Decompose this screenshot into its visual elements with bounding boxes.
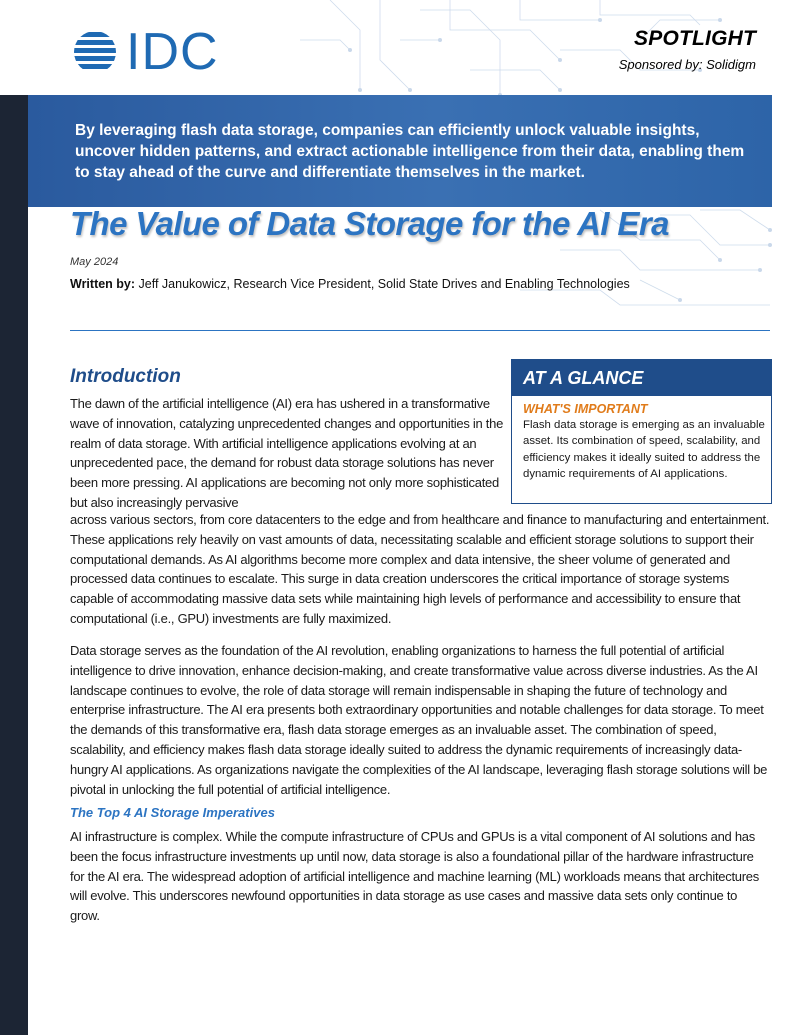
divider-rule xyxy=(70,330,770,331)
imperatives-paragraph-1: AI infrastructure is complex. While the compute infrastructure of CPUs and GPUs is a vital component of AI solutions and has been the focus infrastructure investments up until now, data storage is also a foundational pillar of the hardware infrastructure for the AI era. The widespread adoption of artificial intelligence and machine learning (ML) workloads means that architectures will evolve. This underscores newfound opportunities in data storage as use cases and massive data sets only continue to grow. xyxy=(70,829,759,924)
glance-subtitle: WHAT'S IMPORTANT xyxy=(523,402,648,416)
intro-paragraph-1-wrapped: The dawn of the artificial intelligence (AI) era has ushered in a transformative wave of innovation, catalyzing unprecedented changes and opportunities in the realm of data storage. With artificial intelligence applications evolving at an unprecedented pace, the demand for robust data storage solutions has never been more pressing. AI applications are becoming not only more sophisticated but also increasingly pervasive xyxy=(70,396,504,510)
left-accent-strip xyxy=(0,95,28,1035)
glance-title: AT A GLANCE xyxy=(512,360,771,396)
sponsor-label: Sponsored by: Solidigm xyxy=(618,57,756,72)
spotlight-label: SPOTLIGHT xyxy=(634,27,756,50)
introduction-heading: Introduction xyxy=(70,366,181,387)
logo-wordmark: IDC xyxy=(126,23,219,81)
author-name: Jeff Janukowicz, Research Vice President, Solid State Drives and Enabling Technologies xyxy=(138,277,630,291)
written-by-label: Written by: xyxy=(70,277,136,291)
document-title: The Value of Data Storage for the AI Era xyxy=(70,205,669,242)
document-date: May 2024 xyxy=(70,256,119,268)
banner-text: By leveraging flash data storage, companies can efficiently unlock valuable insights, uncover hidden patterns, and extract actionable intelligence from their data, enabling them to stay ahead of the curve and differentiate themselves in the market. xyxy=(75,122,745,181)
imperatives-heading: The Top 4 AI Storage Imperatives xyxy=(70,805,275,820)
globe-icon xyxy=(70,30,120,74)
at-a-glance-box xyxy=(511,359,772,504)
intro-paragraph-1-continued: across various sectors, from core datacenters to the edge and from healthcare and finance to manufacturing and entertainment. These applications rely heavily on vast amounts of data, necessitating scalable and efficient storage solutions to support their computational demands. As AI algorithms become more complex and data intensive, the sheer volume of generated and processed data continues to escalate. This surge in data creation underscores the critical importance of storage systems capable of accommodating massive data sets while maintaining high levels of performance and accessibility to ensure that computational (i.e., GPU) investments are fully maximized. xyxy=(70,512,770,626)
idc-logo xyxy=(70,23,219,81)
spotlight-block xyxy=(619,27,756,72)
glance-body: Flash data storage is emerging as an invaluable asset. Its combination of speed, scalability, and efficiency makes it ideally suited to address the dynamic requirements of AI applications. xyxy=(523,419,765,480)
intro-paragraph-2: Data storage serves as the foundation of the AI revolution, enabling organizations to harness the full potential of artificial intelligence to drive innovation, enhance decision-making, and create transformative value across diverse industries. As the AI landscape continues to evolve, the role of data storage will remain indispensable in shaping the future of technology and enterprise infrastructure. The AI era presents both extraordinary opportunities and notable challenges for data storage. To meet the demands of this transformative era, flash data storage emerges as an invaluable asset. The combination of speed, scalability, and efficiency makes flash data storage ideally suited to address the dynamic requirements of increasingly data-hungry AI applications. As organizations navigate the complexities of the AI landscape, leveraging flash storage solutions will be pivotal in unlocking the full potential of artificial intelligence. xyxy=(70,643,768,797)
byline xyxy=(70,277,630,291)
summary-banner xyxy=(28,95,772,207)
